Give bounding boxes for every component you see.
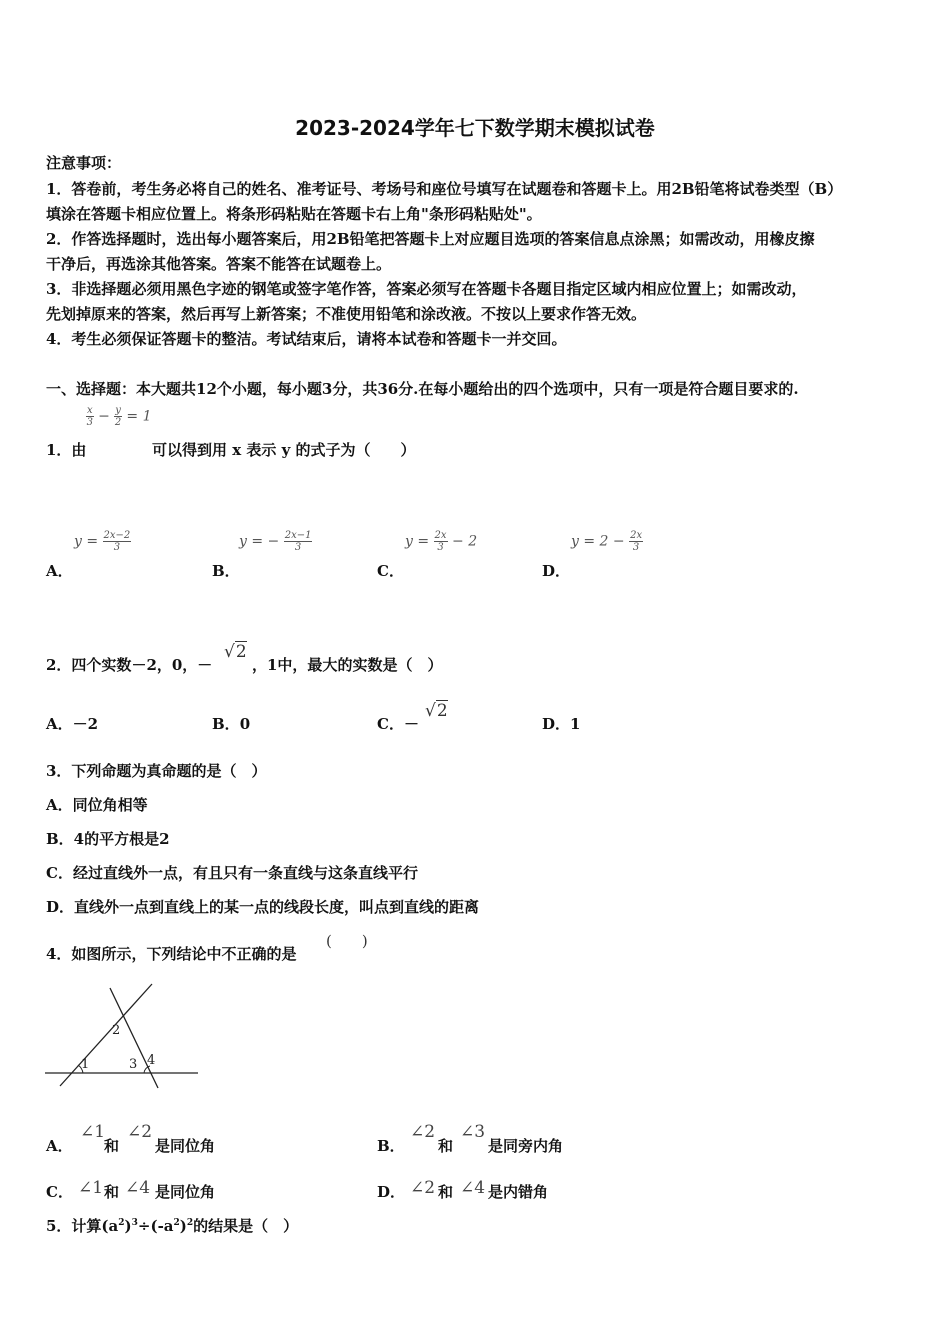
q4-option-c-angle-1: ∠1 <box>78 1178 104 1198</box>
q1-option-a: A． <box>46 562 73 580</box>
q4-option-c: C． <box>46 1183 73 1201</box>
q3-option-a: A．同位角相等 <box>46 796 148 814</box>
q3-option-c: C．经过直线外一点，有且只有一条直线与这条直线平行 <box>46 864 418 882</box>
q3-text: 3．下列命题为真命题的是（ ） <box>46 762 267 780</box>
q4-option-a-conj: 和 <box>104 1137 120 1155</box>
q4-option-c-desc: 是同位角 <box>155 1183 216 1201</box>
q4-option-a-angle-2: ∠2 <box>127 1122 153 1142</box>
q1-option-c: C． <box>377 562 404 580</box>
q2-text-pre: 2．四个实数－2，0，－ <box>46 656 213 674</box>
q4-option-c-angle-2: ∠4 <box>125 1178 151 1198</box>
notice-line: 4．考生必须保证答题卡的整洁。考试结束后，请将本试卷和答题卡一并交回。 <box>46 330 567 348</box>
q4-option-a: A． <box>46 1137 73 1155</box>
q4-paren: ( ) <box>326 932 368 950</box>
q4-option-d-angle-1: ∠2 <box>410 1178 436 1198</box>
notice-line: 1．答卷前，考生务必将自己的姓名、准考证号、考场号和座位号填写在试题卷和答题卡上。用2B铅笔将试卷类型（B） <box>46 180 843 198</box>
q4-option-b-angle-2: ∠3 <box>460 1122 486 1142</box>
notice-heading: 注意事项： <box>46 154 122 172</box>
q1-option-c-formula: y = $\frac{2x}{3}$ − 2 <box>405 530 478 553</box>
q2-option-d: D．1 <box>542 715 581 733</box>
q1-text-post: 可以得到用 x 表示 y 的式子为（ ） <box>152 441 416 459</box>
q2-option-c: C．－ <box>377 715 419 733</box>
q4-text: 4．如图所示，下列结论中不正确的是 <box>46 945 297 963</box>
figure-label-3: 3 <box>129 1057 138 1072</box>
notice-line: 先划掉原来的答案，然后再写上新答案；不准使用铅笔和涂改液。不按以上要求作答无效。 <box>46 305 647 323</box>
q4-option-b-desc: 是同旁内角 <box>488 1137 564 1155</box>
q1-option-d: D． <box>542 562 571 580</box>
q4-figure <box>40 980 205 1090</box>
figure-label-4: 4 <box>147 1053 156 1068</box>
notice-line: 干净后，再选涂其他答案。答案不能答在试题卷上。 <box>46 255 392 273</box>
q4-option-a-desc: 是同位角 <box>155 1137 216 1155</box>
q3-option-b: B．4的平方根是2 <box>46 830 170 848</box>
q4-option-c-conj: 和 <box>104 1183 120 1201</box>
q4-option-b: B． <box>377 1137 405 1155</box>
q4-option-d: D． <box>377 1183 406 1201</box>
figure-label-2: 2 <box>112 1023 121 1038</box>
q1-formula: $\frac{x}{3}$ − $\frac{y}{2}$ = 1 <box>86 405 152 428</box>
notice-line: 填涂在答题卡相应位置上。将条形码粘贴在答题卡右上角"条形码粘贴处"。 <box>46 205 542 223</box>
section-heading: 一、选择题：本大题共12个小题，每小题3分，共36分.在每小题给出的四个选项中，只有一项是符合题目要求的. <box>46 380 799 398</box>
q1-option-d-formula: y = 2 − $\frac{2x}{3}$ <box>571 530 643 553</box>
q4-option-d-conj: 和 <box>438 1183 454 1201</box>
q2-sqrt: √2 <box>224 642 247 662</box>
q2-option-b: B．0 <box>212 715 251 733</box>
q1-option-b-formula: y = − $\frac{2x-1}{3}$ <box>239 530 312 553</box>
q1-text-pre: 1．由 <box>46 441 87 459</box>
q5-text: 5．计算$(a^2)^3\div(-a^2)^2$的结果是（ ） <box>46 1217 299 1235</box>
figure-line-diagonal <box>60 984 152 1086</box>
q4-option-b-conj: 和 <box>438 1137 454 1155</box>
q1-option-b: B． <box>212 562 240 580</box>
q2-option-c-sqrt: √2 <box>425 701 448 721</box>
q4-option-d-angle-2: ∠4 <box>460 1178 486 1198</box>
notice-line: 2．作答选择题时，选出每小题答案后，用2B铅笔把答题卡上对应题目选项的答案信息点涂黑；如需改动，用橡皮擦 <box>46 230 815 248</box>
notice-line: 3．非选择题必须用黑色字迹的钢笔或签字笔作答，答案必须写在答题卡各题目指定区域内相应位置上；如需改动， <box>46 280 807 298</box>
q2-text-post: ，1中，最大的实数是（ ） <box>252 656 443 674</box>
figure-label-1: 1 <box>81 1057 90 1072</box>
page-title: 2023-2024学年七下数学期末模拟试卷 <box>295 116 655 140</box>
q1-option-a-formula: y = $\frac{2x-2}{3}$ <box>74 530 131 553</box>
q2-option-a: A．－2 <box>46 715 99 733</box>
q3-option-d: D．直线外一点到直线上的某一点的线段长度，叫点到直线的距离 <box>46 898 480 916</box>
q4-option-d-desc: 是内错角 <box>488 1183 549 1201</box>
q4-option-a-angle-1: ∠1 <box>80 1122 106 1142</box>
q4-option-b-angle-1: ∠2 <box>410 1122 436 1142</box>
